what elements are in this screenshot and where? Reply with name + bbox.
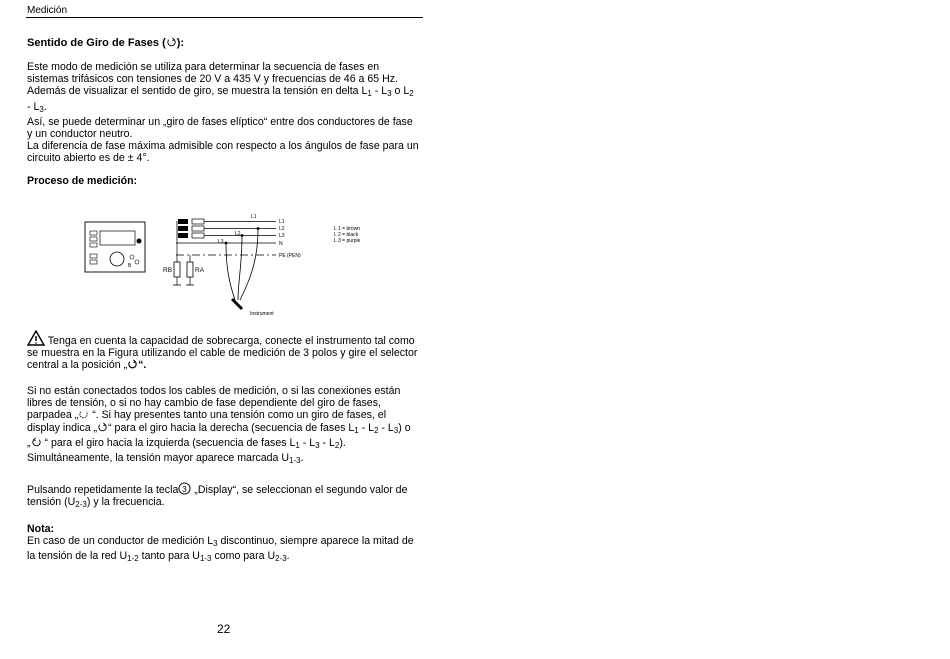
rotation-left-icon — [31, 437, 42, 448]
nota-line: la tensión de la red $U_{1-2}$ tanto para $U_{1-3}$ como para $U_{2-3}$. — [27, 550, 290, 564]
earth-resistors — [163, 240, 205, 285]
rotation-blink-icon — [78, 409, 89, 420]
title-end: ): — [176, 37, 185, 49]
status-line: display indica „ “ para el giro hacia la derecha (secuencia de fases $L_1 - L_2 - L_3$) o — [27, 421, 411, 435]
probe-leads — [225, 227, 275, 317]
warning-line: se muestra en la Figura utilizando el cable de medición de 3 polos y gire el selector — [27, 347, 418, 360]
test-instrument-device — [85, 222, 145, 272]
nota-paragraph — [27, 523, 427, 566]
svg-text:L1: L1 — [251, 214, 257, 220]
warning-line: central a la posición „ “. — [27, 359, 147, 372]
line-labels — [279, 219, 301, 259]
instrument-label: Instrument — [250, 311, 274, 317]
svg-text:L2: L2 — [235, 231, 241, 237]
intro-line: circuito abierto es de ± 4°. — [27, 152, 150, 165]
intro-line: sistemas trifásicos con tensiones de 20 V a 435 V y frecuencias de 46 a 65 Hz. — [27, 73, 398, 86]
display-key-line: tensión $(U_{2-3})$ y la frecuencia. — [27, 496, 165, 510]
wire-labels — [218, 214, 257, 245]
status-line: parpadea „ “. Si hay presentes tanto una tensión como un giro de fases, el — [27, 409, 387, 422]
device-marker: B — [128, 263, 132, 269]
status-line: libres de tensión, o si no hay cambio de fase dependiente del giro de fases, — [27, 397, 381, 410]
resistor-ra-label: RA — [195, 267, 205, 274]
color-legend — [334, 226, 361, 244]
rotation-icon — [166, 37, 177, 48]
svg-text:L3: L3 — [218, 239, 224, 245]
rotation-icon — [127, 359, 138, 370]
status-paragraph — [27, 385, 427, 467]
warning-icon — [27, 330, 45, 346]
intro-line: y un conductor neutro. — [27, 128, 133, 141]
svg-text:L3: L3 — [279, 233, 285, 239]
intro-line: Además de visualizar el sentido de giro, se muestra la tensión en delta $L_1 - L_3$ o $L_2$ — [27, 85, 414, 99]
status-line: Simultáneamente, la tensión mayor aparece marcada $U_{1-3}$. — [27, 452, 304, 466]
svg-text:N: N — [279, 241, 283, 247]
fuse-block — [177, 219, 204, 240]
header-rule — [26, 17, 423, 18]
nota-heading: Nota: — [27, 523, 55, 535]
section-title — [27, 37, 427, 49]
page-number: 22 — [217, 622, 231, 636]
proceso-heading: Proceso de medición: — [27, 175, 138, 187]
intro-line: La diferencia de fase máxima admisible con respecto a los ángulos de fase para un — [27, 140, 419, 153]
resistor-rb-label: RB — [163, 267, 173, 274]
rotation-right-icon — [97, 422, 108, 433]
svg-text:L 2 = black: L 2 = black — [334, 232, 359, 238]
svg-text:3: 3 — [182, 483, 188, 494]
warning-line: Tenga en cuenta la capacidad de sobrecarga, conecte el instrumento tal como — [27, 330, 427, 347]
intro-line: Este modo de medición se utiliza para determinar la secuencia de fases en — [27, 61, 380, 73]
svg-text:L2: L2 — [279, 226, 285, 232]
status-line: „ “ para el giro hacia la izquierda (secuencia de fases $L_1 - L_3 - L_2$). — [27, 436, 346, 450]
status-line: Si no están conectados todos los cables de medición, o si las conexiones están — [27, 385, 401, 397]
intro-line: - $L_3$. — [27, 100, 47, 114]
connection-diagram — [80, 210, 390, 320]
nota-line: En caso de un conductor de medición $L_3$ discontinuo, siempre aparece la mitad de — [27, 535, 414, 549]
key-3-icon — [178, 482, 191, 495]
title-text: Sentido de Giro de Fases ( — [27, 37, 166, 49]
svg-text:L 3 = purple: L 3 = purple — [334, 238, 361, 244]
intro-paragraph — [27, 61, 427, 165]
warning-paragraph — [27, 330, 427, 372]
svg-text:L1: L1 — [279, 219, 285, 225]
intro-line: Así, se puede determinar un „giro de fases elíptico“ entre dos conductores de fase — [27, 115, 413, 128]
display-key-paragraph — [27, 482, 427, 511]
svg-text:L 1 = brown: L 1 = brown — [334, 226, 361, 232]
display-key-line: Pulsando repetidamente la tecla 3 „Display“, se seleccionan el segundo valor de — [27, 483, 408, 496]
svg-text:PE (PEN): PE (PEN) — [279, 253, 301, 259]
section-header: Medición — [27, 5, 68, 16]
